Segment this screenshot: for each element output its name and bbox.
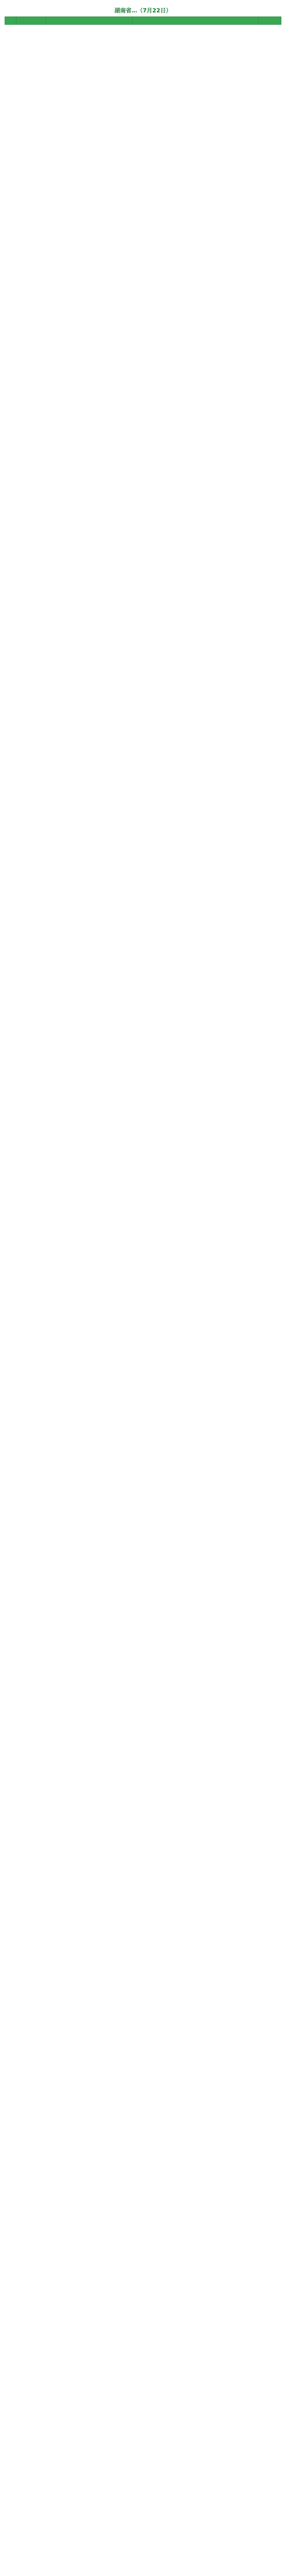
column-header-place — [46, 17, 133, 25]
table-header-row — [5, 17, 281, 25]
column-header-index — [5, 17, 16, 25]
column-header-date — [259, 17, 281, 25]
records-table — [5, 16, 281, 25]
column-header-address — [133, 17, 259, 25]
document-title: 湖南省…（7月22日） — [114, 7, 172, 14]
column-header-district — [16, 17, 46, 25]
